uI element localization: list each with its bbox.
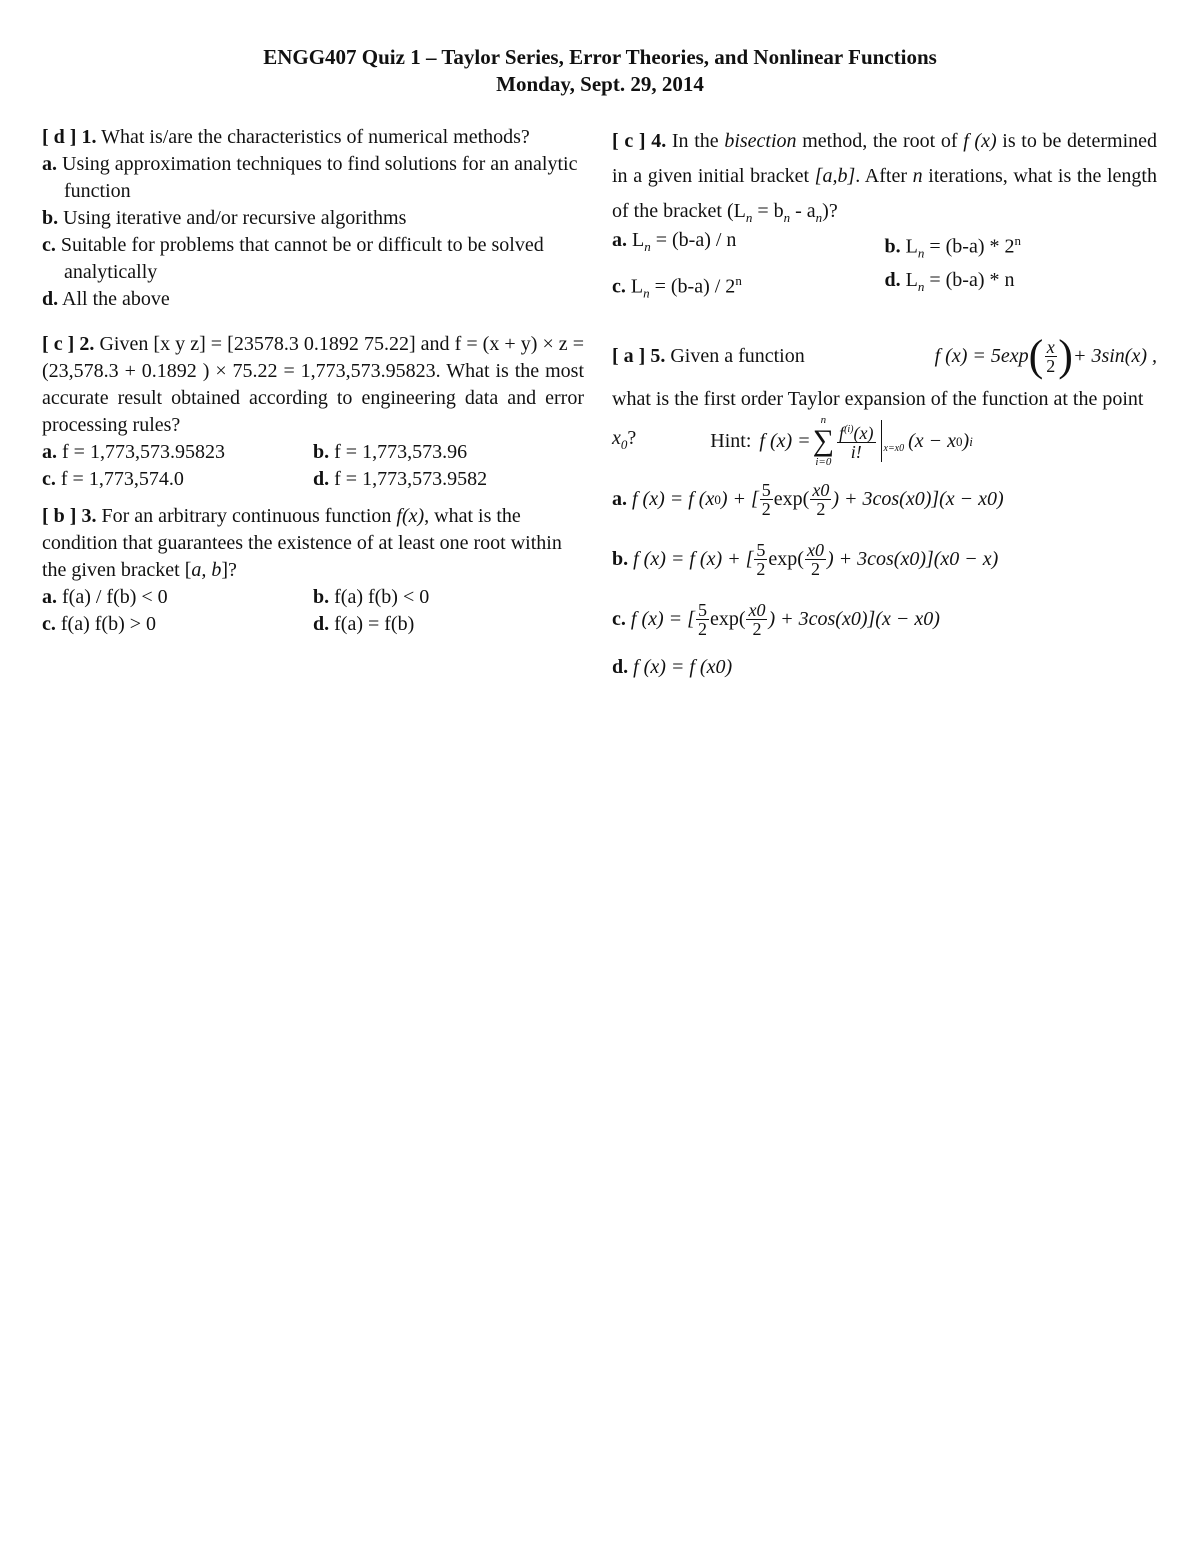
q1-answer: [ d ] xyxy=(42,126,77,148)
q1-option-b: b. Using iterative and/or recursive algorithms xyxy=(42,207,407,229)
left-column xyxy=(42,124,584,638)
q3-number: 3. xyxy=(81,505,97,527)
q5-option-a: a. f (x) = f (x 0 ) + [ $\frac{5}{2}$ exp( $\frac{x0}{2}$ ) + 3cos(x0)](x − x0) xyxy=(612,479,1004,519)
q3-option-a: a. f(a) / f(b) < 0 xyxy=(42,586,168,608)
question-2 xyxy=(42,331,584,493)
q3-answer: [ b ] xyxy=(42,505,77,527)
question-1 xyxy=(42,124,584,313)
q5-function: f (x) = 5exp ( $\frac{x}{2}$ ) + 3sin(x) , xyxy=(934,331,1157,381)
q3-option-d: d. f(a) = f(b) xyxy=(313,613,415,635)
q5-number: 5. xyxy=(650,344,666,367)
question-4: [ c ] 4. In the bisection method, the root of f (x) is to be determined in a given initial bracket [a,b]. After n iterations, what is the length of the bracket $(L_n = b_n - a_n)$? a. $L_n = (b-a) / n$ b. $L_n = (b-a) * 2^n$ c. $L_n = (b-a) / 2^n$ d. $L_n = (b-a) * n$ xyxy=(612,124,1157,306)
q2-option-d: d. f = 1,773,573.9582 xyxy=(313,468,488,490)
q5-option-d: d. f (x) = f (x0) xyxy=(612,655,733,678)
q5-hint-formula: f (x) = n ∑ i=0 $\frac{f^{(i)}(x)}{i!}$ x=x0 (x − x 0 ) i xyxy=(759,414,973,469)
q2-option-a: a. f = 1,773,573.95823 xyxy=(42,441,225,463)
q5-answer: [ a ] xyxy=(612,344,646,367)
q2-answer: [ c ] xyxy=(42,333,75,355)
title-line-2: Monday, Sept. 29, 2014 xyxy=(496,72,704,96)
q4-option-b: b. $L_n = (b-a) * 2^n$ xyxy=(884,233,1021,261)
q5-hint-label: Hint: xyxy=(710,429,752,452)
q4-option-d: d. $L_n = (b-a) * n$ xyxy=(884,268,1015,294)
q4-option-c: c. $L_n = (b-a) / 2^n$ xyxy=(612,272,742,301)
q2-option-c: c. f = 1,773,574.0 xyxy=(42,468,184,490)
q2-text: Given [x y z] = [23578.3 0.1892 75.22] and f = (x + y) × z = (23,578.3 + 0.1892 ) × 75.22 = 1,773,573.95823. What is the most accurate result obtained according to engineering data and error processing rules? xyxy=(42,333,585,436)
q2-number: 2. xyxy=(79,333,95,355)
question-3: [ b ] 3. For an arbitrary continuous function f(x), what is the condition that guarantees the existence of at least one root within the given bracket [a, b]? a. f(a) / f(b) < 0 b. f(a) f(b) < 0 c. f(a) f(b) > 0 d. f(a) = f(b) xyxy=(42,503,584,638)
title-line-1: ENGG407 Quiz 1 – Taylor Series, Error Theories, and Nonlinear Functions xyxy=(263,45,937,69)
q5-option-c: c. f (x) = [ $\frac{5}{2}$ exp( $\frac{x0}{2}$ ) + 3cos(x0)](x − x0) xyxy=(612,599,940,639)
question-5: [ a ] 5. Given a function f (x) = 5exp ( $\frac{x}{2}$ ) + 3sin(x) , what is the first order Taylor expansion of the function at the point $x_0$? Hint: f (x) = n ∑ i=0 $\frac{f^{(i)}(x)}{i!}$ x=x0 (x − x 0 ) i a. f (x) = f (x 0 ) + [ $\frac{5}{2}$ exp( $\frac{x0}{2}$ ) + 3cos(x0)](x − x0) b. f (x) = f (x ) + [ $\frac{5}{2}$ exp( $\frac{x0}{2}$ ) + 3cos(x0)](x0 − x) c. f (x) = [ $\frac{5}{2}$ exp( $\frac{x0}{2}$ ) + 3cos(x0)](x − x0) d. f (x) = f (x0) xyxy=(612,328,1157,685)
q1-option-a: a. Using approximation techniques to find solutions for an analytic function xyxy=(42,153,578,202)
right-column xyxy=(612,124,1157,685)
q1-option-c: c. Suitable for problems that cannot be or difficult to be solved analytically xyxy=(42,234,544,283)
q5-option-b: b. f (x) = f (x ) + [ $\frac{5}{2}$ exp( $\frac{x0}{2}$ ) + 3cos(x0)](x0 − x) xyxy=(612,539,999,579)
q4-option-a: a. $L_n = (b-a) / n$ xyxy=(612,229,737,254)
quiz-title xyxy=(0,44,1200,98)
q3-option-b: b. f(a) f(b) < 0 xyxy=(313,586,430,608)
q1-number: 1. xyxy=(81,126,97,148)
q4-answer: [ c ] xyxy=(612,130,646,152)
q3-option-c: c. f(a) f(b) > 0 xyxy=(42,613,157,635)
q1-text: What is/are the characteristics of numerical methods? xyxy=(101,126,530,148)
q2-option-b: b. f = 1,773,573.96 xyxy=(313,441,468,463)
q1-option-d: d. All the above xyxy=(42,288,170,310)
q4-number: 4. xyxy=(651,130,667,152)
